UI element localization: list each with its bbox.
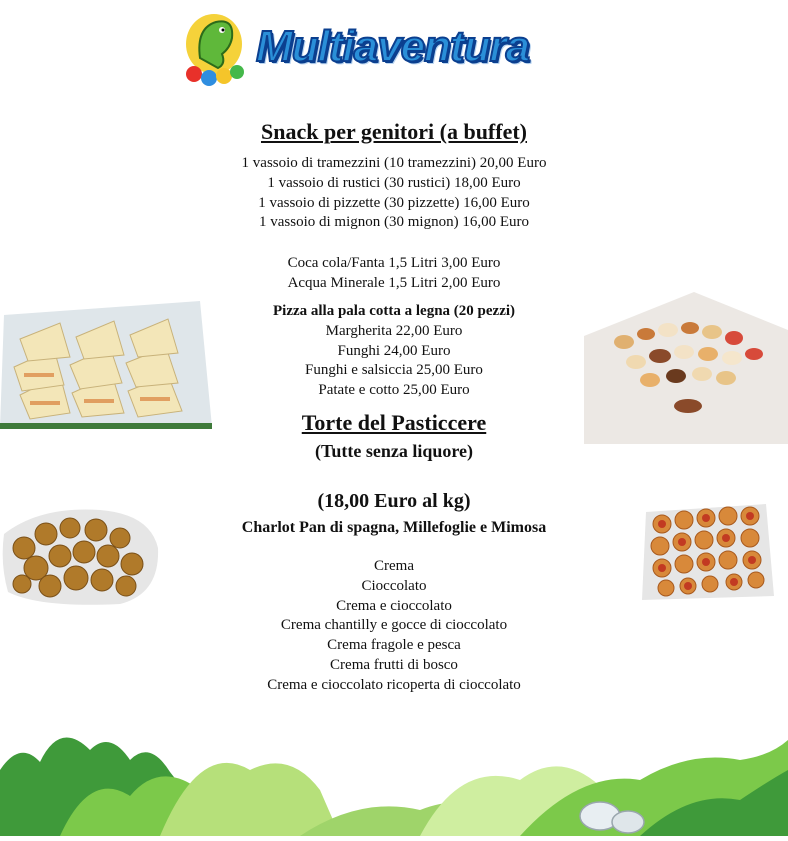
list-item: 1 vassoio di pizzette (30 pizzette) 16,00 Euro (258, 194, 530, 211)
drinks-list (0, 254, 788, 294)
mignon-pastry-image (584, 292, 788, 444)
torte-title: Torte del Pasticcere (301, 410, 487, 435)
list-item: Cioccolato (361, 577, 427, 594)
list-item: Crema frutti di bosco (330, 656, 458, 673)
list-item: Funghi e salsiccia 25,00 Euro (305, 362, 483, 379)
snack-title: Snack per genitori (a buffet) (260, 119, 528, 144)
list-item: 1 vassoio di mignon (30 mignon) 16,00 Euro (259, 214, 529, 231)
list-item: 1 vassoio di rustici (30 rustici) 18,00 Euro (267, 174, 521, 191)
torte-price: (18,00 Euro al kg) (317, 490, 471, 512)
grass-decoration (0, 700, 788, 836)
logo (182, 8, 592, 86)
list-item: Funghi 24,00 Euro (337, 342, 451, 359)
torte-types: Charlot Pan di spagna, Millefoglie e Mimosa (241, 519, 547, 536)
list-item: Crema e cioccolato (336, 597, 452, 614)
sandwich-tray-image (0, 295, 214, 435)
rustici-tray-image (0, 504, 160, 608)
list-item: Crema chantilly e gocce di cioccolato (280, 617, 508, 634)
torte-subtitle: (Tutte senza liquore) (314, 441, 473, 461)
list-item: Margherita 22,00 Euro (325, 322, 463, 339)
list-item: Crema fragole e pesca (327, 637, 461, 654)
dragon-mascot-icon (182, 8, 252, 86)
snack-list (0, 154, 788, 233)
list-item: Crema (374, 558, 414, 574)
pizzette-tray-image (640, 500, 774, 604)
list-item: 1 vassoio di tramezzini (10 tramezzini) 20,00 Euro (241, 155, 547, 171)
brand-name: Multiaventura (256, 22, 530, 71)
list-item: Coca cola/Fanta 1,5 Litri 3,00 Euro (287, 255, 501, 271)
list-item: Acqua Minerale 1,5 Litri 2,00 Euro (287, 274, 501, 291)
list-item: Crema e cioccolato ricoperta di cioccolato (267, 676, 521, 693)
pizza-title: Pizza alla pala cotta a legna (20 pezzi) (272, 303, 516, 319)
list-item: Patate e cotto 25,00 Euro (318, 382, 470, 399)
